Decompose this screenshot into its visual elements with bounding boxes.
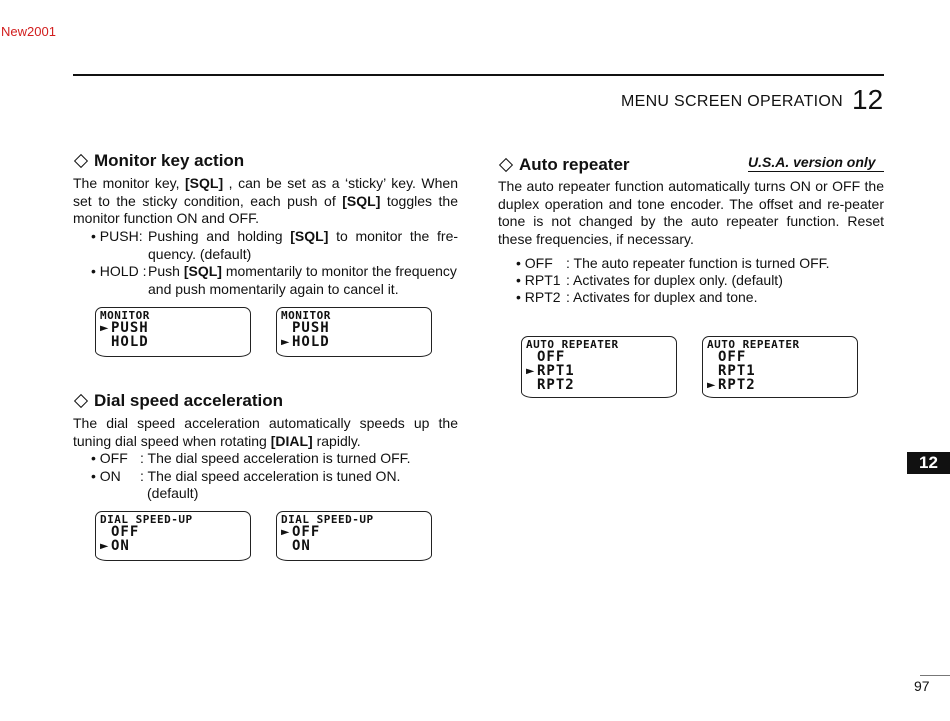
lcd-repeater-rpt2: AUTO REPEATER OFF RPT1 ► RPT2	[702, 336, 858, 398]
page-number-rule	[920, 675, 950, 676]
repeater-bullet-rpt1: • RPT1 : Activates for duplex only. (default)	[516, 272, 783, 288]
lcd-monitor-hold: MONITOR PUSH ► HOLD	[276, 307, 432, 357]
monitor-bullet-push: • PUSH: Pushing and holding [SQL] to monitor the fre-quency. (default)	[91, 228, 459, 262]
page-number: 97	[914, 678, 930, 694]
repeater-bullet-rpt2: • RPT2 : Activates for duplex and tone.	[516, 289, 758, 305]
repeater-description: The auto repeater function automatically turns ON or OFF the duplex operation and tone encoder. The offset and re-peater tone is not changed by the auto repeater function. Reset these frequencies, if necessary.	[498, 178, 884, 247]
lcd-monitor-push: MONITOR ► PUSH HOLD	[95, 307, 251, 357]
header-rule	[73, 74, 884, 76]
diamond-icon	[74, 394, 88, 408]
version-badge: U.S.A. version only	[748, 154, 884, 172]
lcd-dial-off: DIAL SPEED-UP ► OFF ON	[276, 511, 432, 561]
repeater-heading	[498, 155, 630, 175]
section-header-title: MENU SCREEN OPERATION	[620, 93, 843, 110]
lcd-repeater-rpt1: AUTO REPEATER OFF ► RPT1 RPT2	[521, 336, 677, 398]
monitor-bullet-hold: • HOLD : Push [SQL] momentarily to monitor the frequency and push momentarily again to cancel it.	[91, 263, 457, 297]
dial-bullet-on: • ON : The dial speed acceleration is tuned ON. (default)	[91, 468, 401, 501]
monitor-heading-text: Monitor key action	[94, 151, 245, 170]
monitor-heading	[73, 151, 244, 171]
repeater-bullet-off: • OFF : The auto repeater function is turned OFF.	[516, 255, 830, 271]
dial-description: The dial speed acceleration automatically speeds up the tuning dial speed when rotating [DIAL] rapidly.	[73, 415, 458, 449]
chapter-number: 12	[852, 84, 884, 115]
dial-heading-text: Dial speed acceleration	[94, 391, 283, 410]
dial-bullet-off: • OFF : The dial speed acceleration is turned OFF.	[91, 450, 411, 466]
repeater-heading-text: Auto repeater	[519, 155, 630, 174]
diamond-icon	[74, 154, 88, 168]
lcd-dial-on: DIAL SPEED-UP OFF ► ON	[95, 511, 251, 561]
chapter-tab: 12	[907, 452, 950, 474]
monitor-description: The monitor key, [SQL] , can be set as a ‘sticky’ key. When set to the sticky condition, each push of [SQL] toggles the monitor function ON and OFF.	[73, 175, 459, 226]
diamond-icon	[499, 158, 513, 172]
stamp-label: New2001	[1, 24, 56, 39]
dial-heading	[73, 391, 283, 411]
